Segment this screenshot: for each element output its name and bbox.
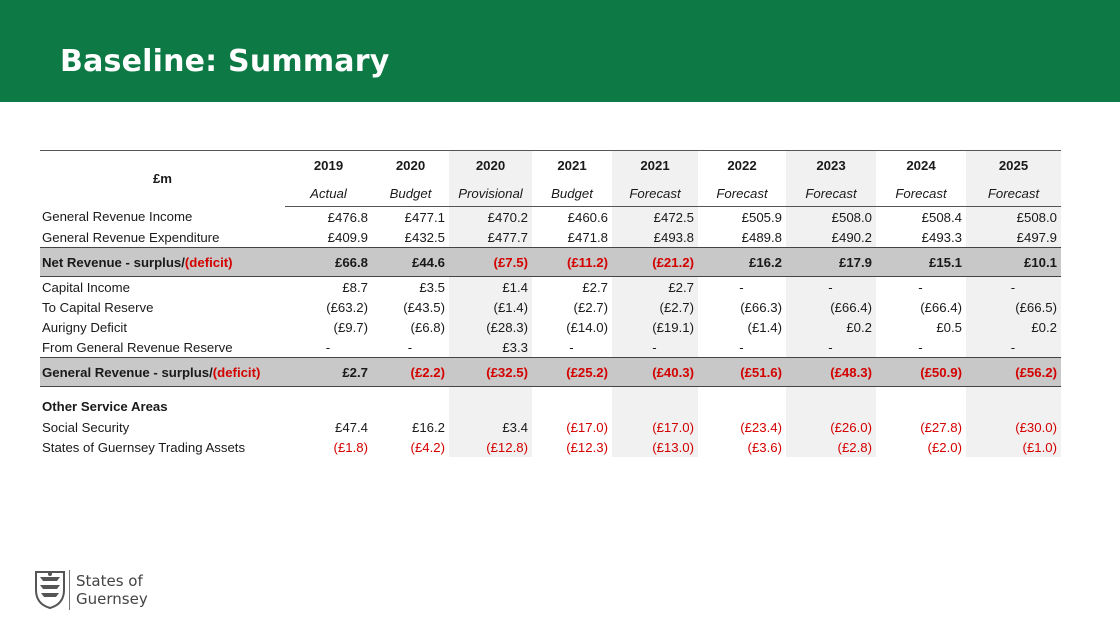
empty-cell	[449, 395, 532, 417]
value-cell: -	[407, 339, 413, 355]
value-cell: £0.5	[936, 319, 962, 335]
value-cell: (£11.2)	[532, 248, 612, 277]
row-other-service-areas	[40, 395, 1061, 417]
year-header: 2021	[532, 151, 612, 181]
value-cell: -	[918, 339, 923, 355]
value-cell: £2.7	[612, 277, 698, 298]
empty-cell	[698, 395, 786, 417]
value-cell: (£28.3)	[449, 317, 532, 337]
value-cell: £409.9	[327, 229, 368, 245]
row-label-deficit: (deficit)	[184, 254, 233, 270]
year-header: 2021	[612, 151, 698, 181]
row-label-text: General Revenue - surplus/	[42, 364, 213, 380]
row-label-deficit: (deficit)	[212, 364, 261, 380]
type-header: Forecast	[698, 180, 786, 207]
year-header: 2022	[698, 151, 786, 181]
row-aurigny-deficit	[40, 317, 1061, 337]
value-cell: £17.9	[786, 248, 876, 277]
value-cell: -	[569, 339, 574, 355]
value-cell: (£43.5)	[403, 299, 445, 315]
value-cell: £505.9	[741, 209, 782, 225]
empty-cell	[966, 395, 1061, 417]
value-cell: (£2.0)	[927, 439, 962, 455]
value-cell: £3.3	[449, 337, 532, 358]
value-cell: £10.1	[966, 248, 1061, 277]
value-cell: £497.9	[966, 227, 1061, 248]
org-name-line2: Guernsey	[76, 590, 148, 608]
header-row-years	[40, 151, 1061, 181]
value-cell: (£23.4)	[740, 419, 782, 435]
value-cell: (£1.4)	[747, 319, 782, 335]
row-label	[40, 358, 285, 387]
value-cell: (£12.3)	[566, 439, 608, 455]
row-gen-rev-expenditure	[40, 227, 1061, 248]
value-cell: (£12.8)	[449, 437, 532, 457]
type-header: Budget	[532, 180, 612, 207]
value-cell: (£1.8)	[333, 439, 368, 455]
row-label: From General Revenue Reserve	[42, 339, 233, 355]
empty-cell	[786, 395, 876, 417]
row-label: States of Guernsey Trading Assets	[42, 439, 246, 455]
row-label-text: Net Revenue - surplus/	[42, 254, 185, 270]
row-label: General Revenue Income	[42, 209, 193, 225]
value-cell: £66.8	[285, 248, 372, 277]
spacer-cell	[449, 387, 532, 396]
spacer-cell	[372, 387, 449, 396]
value-cell: -	[786, 277, 876, 298]
value-cell: £44.6	[372, 248, 449, 277]
org-name-line1: States of	[76, 572, 143, 590]
value-cell: (£26.0)	[786, 417, 876, 437]
type-header: Actual	[285, 180, 372, 207]
year-header: 2019	[285, 151, 372, 181]
value-cell: £470.2	[449, 207, 532, 228]
value-cell: (£66.3)	[740, 299, 782, 315]
title-banner	[0, 0, 1120, 102]
year-header: 2025	[966, 151, 1061, 181]
value-cell: (£25.2)	[532, 358, 612, 387]
value-cell: (£21.2)	[612, 248, 698, 277]
guernsey-crest-icon	[32, 568, 68, 610]
type-header: Provisional	[449, 180, 532, 207]
value-cell: (£50.9)	[876, 358, 966, 387]
year-header: 2023	[786, 151, 876, 181]
row-gen-rev-income	[40, 207, 1061, 228]
year-header: 2020	[372, 151, 449, 181]
value-cell: (£2.8)	[786, 437, 876, 457]
type-header: Forecast	[876, 180, 966, 207]
value-cell: (£6.8)	[410, 319, 445, 335]
value-cell: -	[612, 337, 698, 358]
row-general-revenue	[40, 358, 1061, 387]
value-cell: (£2.7)	[612, 297, 698, 317]
value-cell: £508.0	[786, 207, 876, 228]
empty-cell	[532, 395, 612, 417]
row-label: Capital Income	[42, 279, 130, 295]
empty-cell	[372, 395, 449, 417]
value-cell: (£1.0)	[966, 437, 1061, 457]
value-cell: (£1.4)	[449, 297, 532, 317]
value-cell: £477.1	[404, 209, 445, 225]
row-to-capital-reserve	[40, 297, 1061, 317]
value-cell: -	[918, 279, 923, 295]
row-from-gen-rev-reserve	[40, 337, 1061, 358]
value-cell: (£66.4)	[920, 299, 962, 315]
value-cell: £2.7	[285, 358, 372, 387]
empty-cell	[285, 395, 372, 417]
value-cell: £1.4	[449, 277, 532, 298]
value-cell: (£27.8)	[920, 419, 962, 435]
year-header: 2024	[876, 151, 966, 181]
value-cell: (£2.2)	[372, 358, 449, 387]
row-label: Aurigny Deficit	[42, 319, 128, 335]
spacer-cell	[966, 387, 1061, 396]
value-cell: (£51.6)	[698, 358, 786, 387]
value-cell: -	[739, 279, 744, 295]
value-cell: (£17.0)	[566, 419, 608, 435]
value-cell: £47.4	[334, 419, 368, 435]
value-cell: -	[966, 277, 1061, 298]
section-label: Other Service Areas	[42, 398, 168, 414]
value-cell: £477.7	[449, 227, 532, 248]
value-cell: £493.3	[921, 229, 962, 245]
spacer-cell	[698, 387, 786, 396]
row-trading-assets	[40, 437, 1061, 457]
value-cell: £471.8	[567, 229, 608, 245]
spacer-cell	[786, 387, 876, 396]
footer-divider	[69, 570, 70, 610]
value-cell: £3.5	[419, 279, 445, 295]
value-cell: £3.4	[449, 417, 532, 437]
value-cell: £0.2	[786, 317, 876, 337]
spacer-cell	[285, 387, 372, 396]
year-header: 2020	[449, 151, 532, 181]
value-cell: (£66.5)	[966, 297, 1061, 317]
empty-cell	[876, 395, 966, 417]
value-cell: (£66.4)	[786, 297, 876, 317]
value-cell: -	[966, 337, 1061, 358]
summary-table	[40, 150, 1061, 457]
value-cell: £0.2	[966, 317, 1061, 337]
value-cell: (£9.7)	[333, 319, 368, 335]
value-cell: (£56.2)	[966, 358, 1061, 387]
value-cell: £8.7	[342, 279, 368, 295]
value-cell: £493.8	[612, 227, 698, 248]
value-cell: £15.1	[876, 248, 966, 277]
spacer-cell	[612, 387, 698, 396]
value-cell: £489.8	[741, 229, 782, 245]
value-cell: £476.8	[327, 209, 368, 225]
row-capital-income	[40, 277, 1061, 298]
spacer-row	[40, 387, 1061, 396]
value-cell: (£7.5)	[449, 248, 532, 277]
row-social-security	[40, 417, 1061, 437]
value-cell: (£40.3)	[612, 358, 698, 387]
value-cell: £2.7	[582, 279, 608, 295]
value-cell: -	[325, 339, 331, 355]
type-header: Forecast	[612, 180, 698, 207]
value-cell: (£2.7)	[573, 299, 608, 315]
type-header: Forecast	[786, 180, 876, 207]
value-cell: (£17.0)	[612, 417, 698, 437]
value-cell: £460.6	[567, 209, 608, 225]
value-cell: (£63.2)	[326, 299, 368, 315]
page-title: Baseline: Summary	[60, 44, 390, 79]
type-header: Forecast	[966, 180, 1061, 207]
value-cell: (£14.0)	[566, 319, 608, 335]
value-cell: £16.2	[411, 419, 445, 435]
row-net-revenue	[40, 248, 1061, 277]
row-label: To Capital Reserve	[42, 299, 154, 315]
unit-label: £m	[40, 151, 285, 207]
value-cell: (£48.3)	[786, 358, 876, 387]
row-label: General Revenue Expenditure	[42, 229, 220, 245]
value-cell: -	[786, 337, 876, 358]
value-cell: £432.5	[404, 229, 445, 245]
spacer-cell	[876, 387, 966, 396]
value-cell: £16.2	[698, 248, 786, 277]
value-cell: £508.4	[921, 209, 962, 225]
empty-cell	[612, 395, 698, 417]
value-cell: £508.0	[966, 207, 1061, 228]
org-name	[76, 572, 148, 608]
value-cell: (£13.0)	[612, 437, 698, 457]
value-cell: (£3.6)	[747, 439, 782, 455]
value-cell: (£32.5)	[449, 358, 532, 387]
value-cell: (£30.0)	[966, 417, 1061, 437]
value-cell: (£4.2)	[410, 439, 445, 455]
row-label	[40, 248, 285, 277]
spacer-label	[40, 387, 285, 396]
value-cell: £490.2	[786, 227, 876, 248]
spacer-cell	[532, 387, 612, 396]
value-cell: (£19.1)	[612, 317, 698, 337]
value-cell: £472.5	[612, 207, 698, 228]
value-cell: -	[739, 339, 744, 355]
type-header: Budget	[372, 180, 449, 207]
row-label: Social Security	[42, 419, 130, 435]
